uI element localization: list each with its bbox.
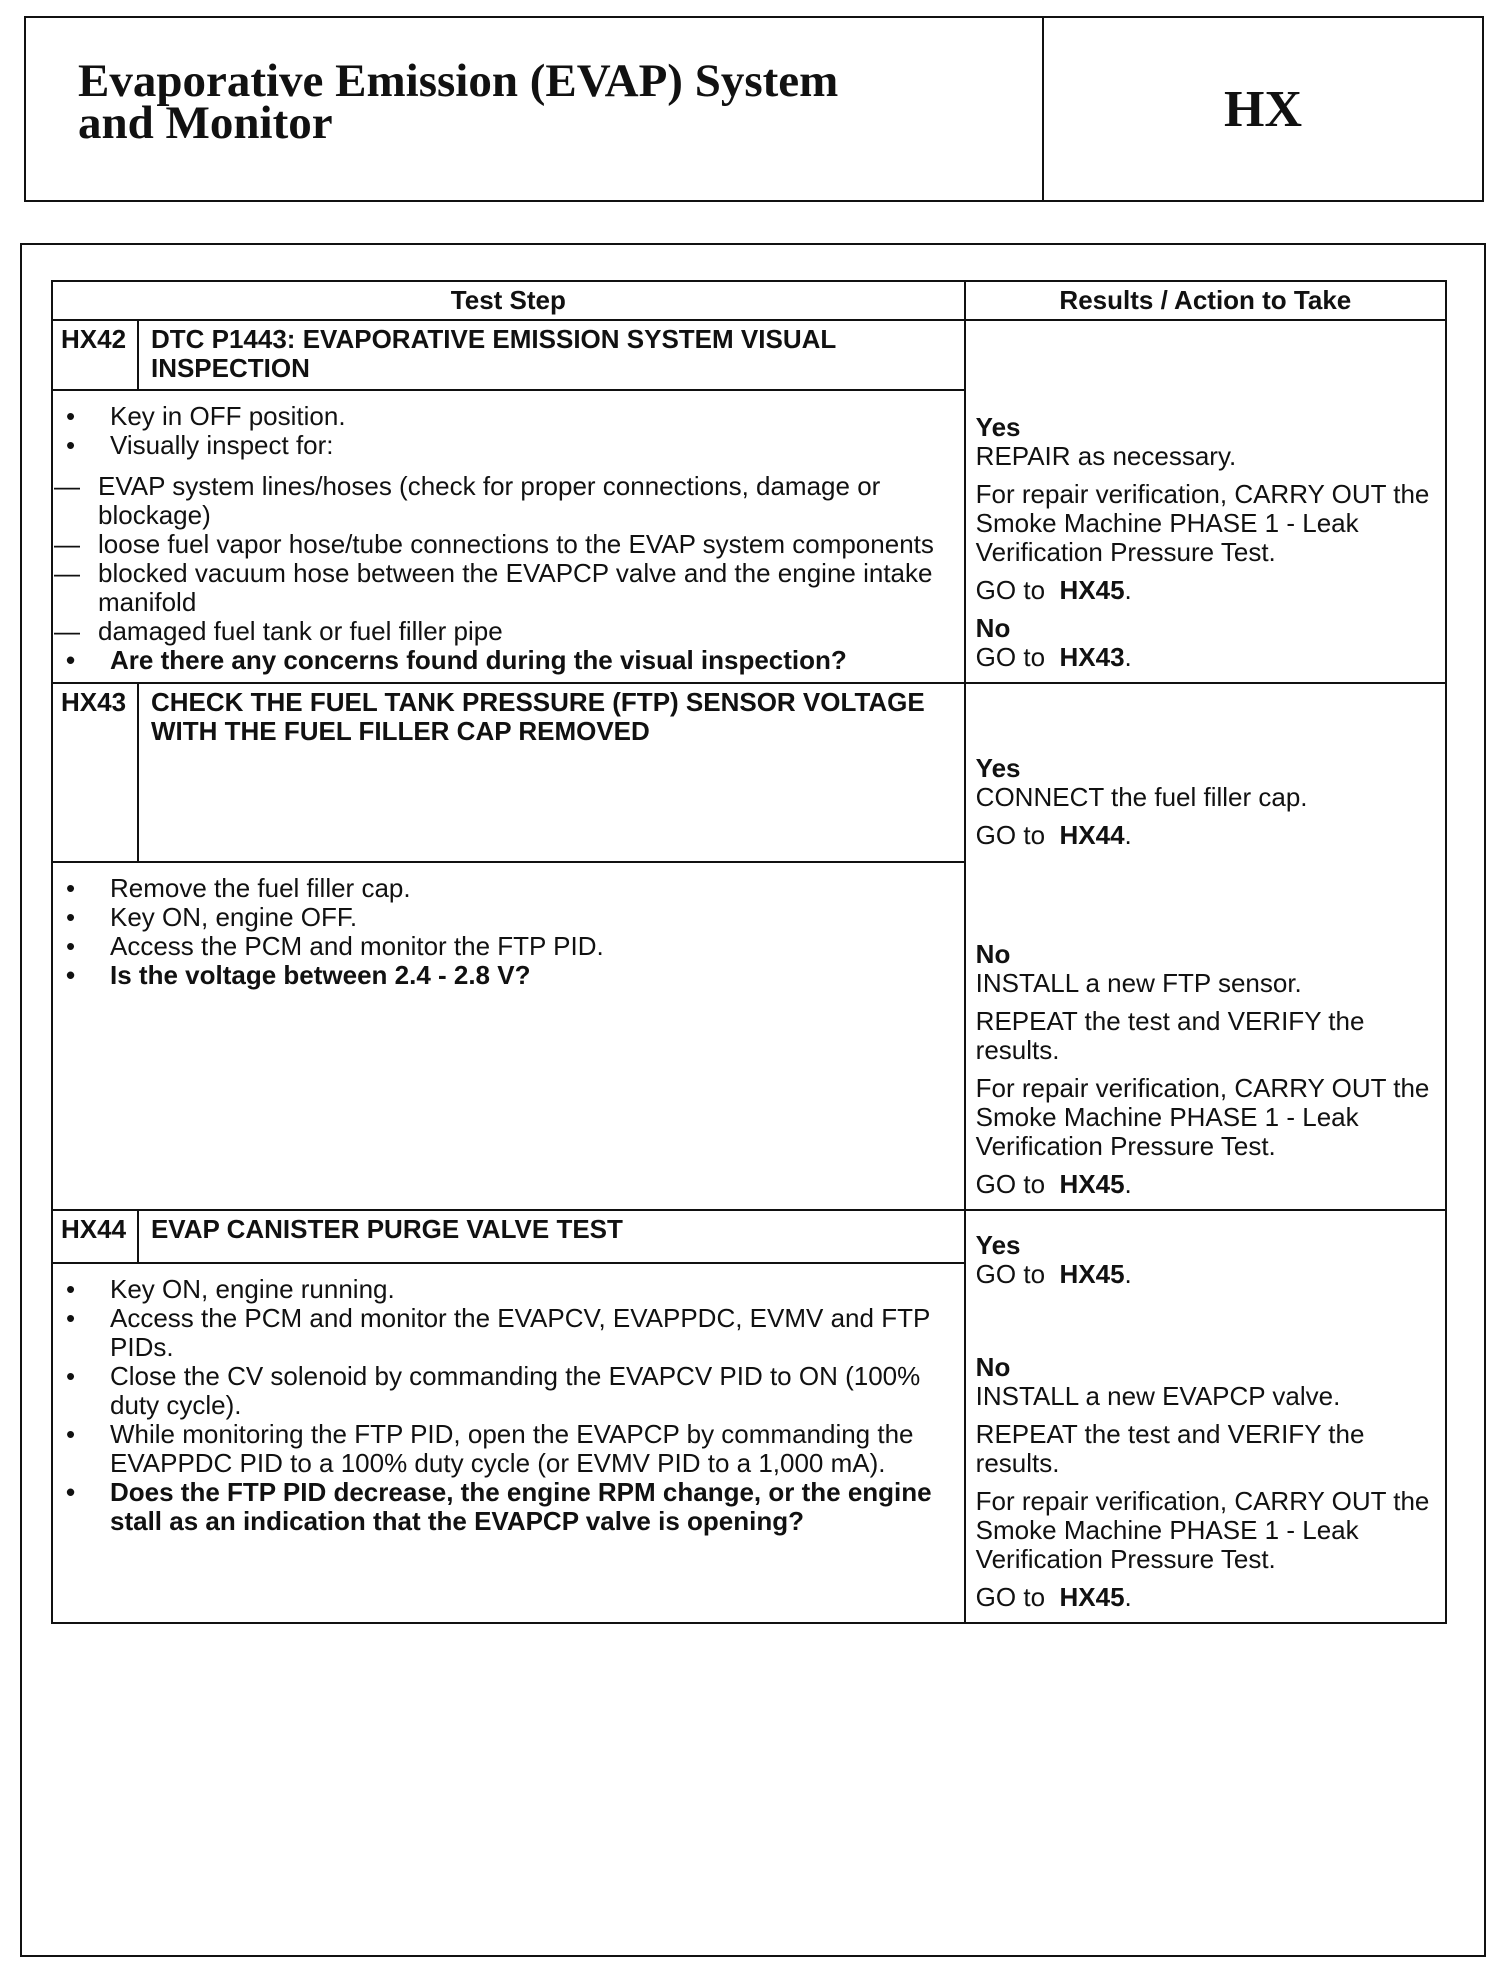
page-header [24, 16, 1484, 202]
result-text: For repair verification, CARRY OUT the Smoke Machine PHASE 1 - Leak Verification Pressure Test. [975, 1486, 1430, 1574]
no-label: No [975, 613, 1011, 643]
bullet-item: • While monitoring the FTP PID, open the EVAPCP by commanding the EVAPPDC PID to a 100% duty cycle (or EVMV PID to a 1,000 mA). [110, 1420, 963, 1478]
step-title: DTC P1443: EVAPORATIVE EMISSION SYSTEM VISUAL INSPECTION [138, 320, 965, 390]
step-body [52, 862, 965, 1210]
table-header-row [52, 281, 1446, 320]
bullet-item: • Access the PCM and monitor the FTP PID. [110, 932, 963, 961]
yes-label: Yes [975, 1230, 1021, 1260]
goto-step-link[interactable]: HX45 [1059, 1169, 1125, 1199]
step-hx43-title-row [52, 683, 1446, 862]
goto-step-link[interactable]: HX45 [1059, 575, 1125, 605]
result-text: REPEAT the test and VERIFY the results. [975, 1419, 1365, 1478]
title-line-2: and Monitor [78, 97, 333, 149]
yes-label: Yes [975, 412, 1021, 442]
question: • Is the voltage between 2.4 - 2.8 V? [110, 961, 963, 990]
bullet-item: • Key ON, engine OFF. [110, 903, 963, 932]
sub-item: — loose fuel vapor hose/tube connections to the EVAP system components [98, 530, 963, 559]
step-hx43-results [965, 683, 1446, 1210]
step-id: HX44 [52, 1210, 138, 1263]
question: • Does the FTP PID decrease, the engine RPM change, or the engine stall as an indication that the EVAPCP valve is opening? [110, 1478, 963, 1536]
goto-prefix: GO to [975, 1259, 1046, 1289]
goto-line: GO to HX45. [975, 1259, 1132, 1289]
goto-line: GO to HX44. [975, 820, 1132, 850]
goto-line: GO to HX45. [975, 575, 1132, 605]
step-id: HX43 [52, 683, 138, 862]
step-body [52, 1263, 965, 1623]
bullet-text: Visually inspect for: [110, 430, 334, 460]
step-hx44-results [965, 1210, 1446, 1623]
step-title: CHECK THE FUEL TANK PRESSURE (FTP) SENSOR VOLTAGE WITH THE FUEL FILLER CAP REMOVED [138, 683, 965, 862]
step-hx42-results [965, 320, 1446, 683]
result-text: REPEAT the test and VERIFY the results. [975, 1006, 1365, 1065]
result-text: For repair verification, CARRY OUT the Smoke Machine PHASE 1 - Leak Verification Pressure Test. [975, 479, 1430, 567]
goto-prefix: GO to [975, 820, 1046, 850]
document-title [26, 18, 1044, 200]
goto-line: GO to HX43. [975, 642, 1132, 672]
bullet-item [110, 431, 963, 460]
step-hx44-title-row [52, 1210, 1446, 1263]
goto-step-link[interactable]: HX44 [1059, 820, 1125, 850]
step-title: EVAP CANISTER PURGE VALVE TEST [138, 1210, 965, 1263]
goto-prefix: GO to [975, 1169, 1046, 1199]
title-line-1: Evaporative Emission (EVAP) System [78, 55, 839, 107]
bullet-item: • Key ON, engine running. [110, 1275, 963, 1304]
bullet-item: • Remove the fuel filler cap. [110, 874, 963, 903]
sub-item: — blocked vacuum hose between the EVAPCP valve and the engine intake manifold [98, 559, 963, 617]
step-id: HX42 [52, 320, 138, 390]
goto-step-link[interactable]: HX45 [1059, 1259, 1125, 1289]
result-text: INSTALL a new EVAPCP valve. [975, 1381, 1341, 1411]
sub-item: — damaged fuel tank or fuel filler pipe [98, 617, 963, 646]
col-header-results: Results / Action to Take [965, 281, 1446, 320]
step-hx42-title-row [52, 320, 1446, 390]
result-text: INSTALL a new FTP sensor. [975, 968, 1302, 998]
bullet-item: • Access the PCM and monitor the EVAPCV, EVAPPDC, EVMV and FTP PIDs. [110, 1304, 963, 1362]
sub-item: — EVAP system lines/hoses (check for proper connections, damage or blockage) [98, 472, 963, 530]
yes-label: Yes [975, 753, 1021, 783]
no-label: No [975, 939, 1011, 969]
goto-step-link[interactable]: HX45 [1059, 1582, 1125, 1612]
result-text: CONNECT the fuel filler cap. [975, 782, 1308, 812]
goto-line: GO to HX45. [975, 1582, 1132, 1612]
step-body [52, 390, 965, 683]
goto-prefix: GO to [975, 642, 1046, 672]
bullet-item: • Close the CV solenoid by commanding the EVAPCV PID to ON (100% duty cycle). [110, 1362, 963, 1420]
bullet-item: • Key in OFF position. [110, 402, 963, 431]
goto-prefix: GO to [975, 1582, 1046, 1612]
col-header-test-step: Test Step [52, 281, 965, 320]
section-code: HX [1224, 80, 1302, 138]
no-label: No [975, 1352, 1011, 1382]
goto-step-link[interactable]: HX43 [1059, 642, 1125, 672]
question: • Are there any concerns found during the visual inspection? [110, 646, 963, 675]
result-text: REPAIR as necessary. [975, 441, 1237, 471]
result-text: For repair verification, CARRY OUT the Smoke Machine PHASE 1 - Leak Verification Pressure Test. [975, 1073, 1430, 1161]
goto-prefix: GO to [975, 575, 1046, 605]
goto-line: GO to HX45. [975, 1169, 1132, 1199]
test-step-table [51, 280, 1447, 1624]
